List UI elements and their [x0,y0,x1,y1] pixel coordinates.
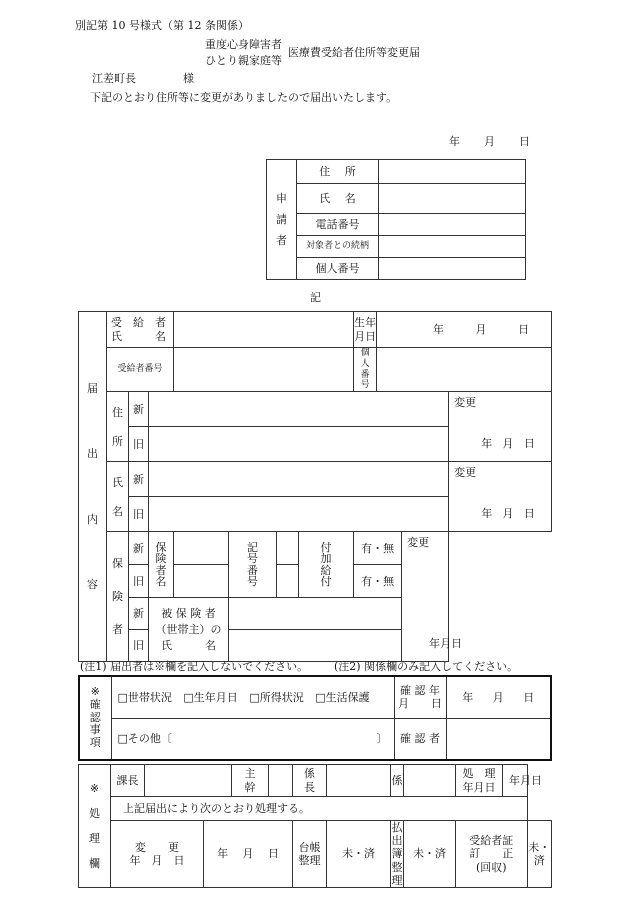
applicant-phone-label: 電話番号 [297,214,379,236]
confirmation-date-label: 確 認 年 月 日 [394,676,446,718]
processing-label: ※ 処 理 欄 [79,765,111,888]
notification-table [78,311,552,662]
ledger-status[interactable]: 未・済 [327,821,391,888]
personal-number-label: 個 人 番 号 [354,348,377,392]
insured-name-label: 被 保 険 者 （世帯主）の 氏 名 [149,598,229,662]
date-year: 年 [449,135,460,148]
note-2: (注2) 関係欄のみ記入してください。 [334,660,519,673]
symbol-number-new-field[interactable] [277,532,299,565]
name-change-cell[interactable]: 変更 年 月 日 [449,462,552,532]
applicant-mynumber-label: 個人番号 [297,258,379,280]
address-old-field[interactable] [149,427,449,462]
check-household[interactable]: □世帯状況 [117,690,172,704]
name-old-label: 旧 [129,497,149,532]
document-title: 医療費受給者住所等変更届 [288,46,420,59]
honorific: 様 [183,72,194,85]
address-old-label: 旧 [129,427,149,462]
kakaricho-stamp[interactable] [327,765,391,797]
kacho-label: 課長 [111,765,145,797]
intro-text: 下記のとおり住所等に変更がありましたので届出いたします。 [90,91,398,104]
address-change-cell[interactable]: 変更 年 月 日 [449,392,552,462]
check-welfare[interactable]: □生活保護 [315,690,370,704]
name-new-label: 新 [129,462,149,497]
applicant-name-label: 氏 名 [297,184,379,214]
change-date-label: 変 更 年 月 日 [111,821,204,888]
ledger-label: 台帳 整理 [293,821,327,888]
insurance-change-cell[interactable]: 変更 年 月 日 [402,532,449,662]
additional-benefit-label: 付 加 給 付 [299,532,354,598]
applicant-phone-field[interactable] [379,214,526,236]
processing-date-label: 処 理 年月日 [456,765,503,797]
check-other[interactable]: □その他〔 [117,732,172,746]
confirmer-label: 確 認 者 [394,718,446,760]
certificate-label: 受給者証 訂 正 (回収) [456,821,528,888]
applicant-mynumber-field[interactable] [379,258,526,280]
recipient-name-label: 受 給 者 氏 名 [107,312,174,348]
name-label: 氏 名 [107,462,129,532]
applicant-name-field[interactable] [379,184,526,214]
name-new-field[interactable] [149,462,449,497]
notification-side-label: 届 出 内 容 [79,312,107,662]
check-income[interactable]: □所得状況 [249,690,304,704]
applicant-relation-field[interactable] [379,236,526,258]
insurance-new-label: 新 [129,532,149,565]
kakari-label: 係 [391,765,404,797]
applicant-address-label: 住 所 [297,160,379,184]
applicant-address-field[interactable] [379,160,526,184]
date-day: 日 [519,135,530,148]
form-number: 別記第 10 号様式（第 12 条関係） [75,19,249,32]
recipient-number-field[interactable] [174,348,354,392]
address-label: 住 所 [107,392,129,462]
address-new-label: 新 [129,392,149,427]
recipient-name-field[interactable] [174,312,354,348]
additional-benefit-new[interactable]: 有・無 [354,532,402,565]
shukan-label: 主 幹 [232,765,269,797]
symbol-number-old-field[interactable] [277,565,299,598]
addressee: 江差町長 [92,72,136,85]
confirmation-label: ※ 確 認 事 項 [79,676,111,760]
processing-date-field[interactable]: 年 月 日 [503,765,528,797]
insurance-old-label: 旧 [129,565,149,598]
insured-name-old-field[interactable] [229,630,449,662]
insured-old-label: 旧 [129,630,149,662]
processing-table [78,764,552,888]
note-1: (注1) 届出者は※欄を記入しないでください。 [80,660,309,673]
insured-name-new-field[interactable] [229,598,449,630]
confirmer-field[interactable] [446,718,551,760]
confirmation-date-field[interactable]: 年 月 日 [446,676,551,718]
applicant-label: 申 請 者 [267,160,297,280]
kacho-stamp[interactable] [145,765,232,797]
applicant-relation-label: 対象者との続柄 [297,236,379,258]
confirmation-checks [111,676,394,718]
personal-number-field[interactable] [377,348,552,392]
additional-benefit-old[interactable]: 有・無 [354,565,402,598]
check-other-row[interactable]: □その他〔 〕 [111,718,394,760]
certificate-status[interactable]: 未・済 [527,821,552,888]
applicant-table [266,159,526,280]
insured-new-label: 新 [129,598,149,630]
check-birthdate[interactable]: □生年月日 [183,690,238,704]
birth-label: 生年 月日 [354,312,377,348]
recipient-number-label: 受給者番号 [107,348,174,392]
insurer-name-label: 保 険 者 名 [149,532,174,598]
payout-label: 払出簿 整 理 [391,821,414,887]
subject-line-2: ひとり親家庭等 [205,54,282,67]
birth-date-field[interactable]: 年 月 日 [377,312,552,348]
kakaricho-label: 係 長 [293,765,327,797]
symbol-number-label: 記 号 番 号 [229,532,277,598]
change-date-field[interactable]: 年 月 日 [204,821,293,888]
insurer-name-old-field[interactable] [174,565,229,598]
insurer-name-new-field[interactable] [174,532,229,565]
kakari-stamp[interactable] [404,765,456,797]
shukan-stamp[interactable] [269,765,293,797]
name-old-field[interactable] [149,497,449,532]
address-new-field[interactable] [149,392,449,427]
insurance-label: 保 険 者 [107,532,129,662]
date-month: 月 [484,135,495,148]
processed-text: 上記届出により次のとおり処理する。 [111,797,528,821]
ki-label: 記 [310,291,321,304]
subject-line-1: 重度心身障害者 [205,38,282,51]
confirmation-table [78,675,552,761]
payout-status[interactable]: 未・済 [404,821,456,888]
